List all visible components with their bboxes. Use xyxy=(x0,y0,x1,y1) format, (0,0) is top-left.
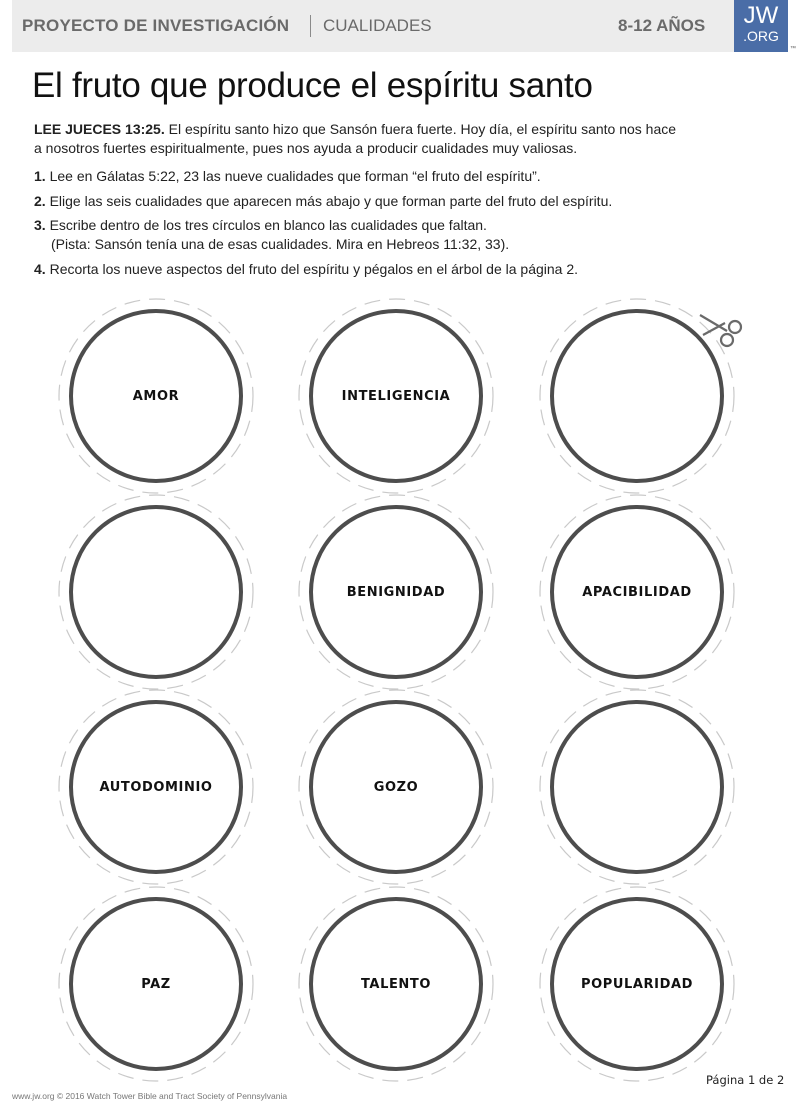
quality-circle xyxy=(540,887,734,1081)
footer-copyright: www.jw.org © 2016 Watch Tower Bible and Tract Society of Pennsylvania xyxy=(12,1091,288,1101)
quality-circle xyxy=(59,690,253,884)
quality-circle xyxy=(299,299,493,493)
quality-label: POPULARIDAD xyxy=(580,977,694,992)
quality-label: INTELIGENCIA xyxy=(341,389,451,404)
intro-lead: LEE JUECES 13:25. xyxy=(34,121,165,137)
quality-circle xyxy=(299,887,493,1081)
intro-text: El espíritu santo hizo que Sansón fuera fuerte. Hoy día, el espíritu santo nos hace a nosotros fuertes espiritualmente, pues nos ayuda a producir cualidades muy valiosas. xyxy=(34,121,677,156)
step-hint: (Pista: Sansón tenía una de esas cualidades. Mira en Hebreos 11:32, 33). xyxy=(51,236,510,252)
step-number: 4. xyxy=(34,261,46,277)
quality-label: BENIGNIDAD xyxy=(346,585,446,600)
step-number: 3. xyxy=(34,217,46,233)
quality-circle xyxy=(299,495,493,689)
quality-label: AUTODOMINIO xyxy=(99,780,213,795)
page-number: Página 1 de 2 xyxy=(706,1073,785,1087)
step-number: 1. xyxy=(34,168,46,184)
quality-circle xyxy=(540,495,734,689)
blank-quality-circle xyxy=(59,495,253,689)
quality-label: PAZ xyxy=(141,977,171,992)
logo-trademark: ™ xyxy=(790,46,796,52)
circle-ring xyxy=(71,507,241,677)
header-age-label: 8-12 AÑOS xyxy=(618,16,706,35)
page-title: El fruto que produce el espíritu santo xyxy=(32,66,593,105)
quality-label: APACIBILIDAD xyxy=(582,585,692,600)
header-category-label: CUALIDADES xyxy=(323,16,432,35)
logo-jw-text: JW xyxy=(743,2,779,29)
quality-label: TALENTO xyxy=(360,977,432,992)
quality-circle xyxy=(59,299,253,493)
step-text: Escribe dentro de los tres círculos en blanco las cualidades que faltan. xyxy=(45,217,487,233)
step-text: Lee en Gálatas 5:22, 23 las nueve cualidades que forman “el fruto del espíritu”. xyxy=(45,168,541,184)
step-number: 2. xyxy=(34,193,46,209)
quality-label: GOZO xyxy=(373,780,419,795)
step-text: Elige las seis cualidades que aparecen más abajo y que forman parte del fruto del espíritu. xyxy=(45,193,613,209)
header-project-label: PROYECTO DE INVESTIGACIÓN xyxy=(22,16,290,35)
logo-org-text: .ORG xyxy=(743,28,779,44)
quality-circle xyxy=(59,887,253,1081)
blank-quality-circle xyxy=(540,690,734,884)
quality-label: AMOR xyxy=(132,389,180,404)
step-text: Recorta los nueve aspectos del fruto del espíritu y pégalos en el árbol de la página 2. xyxy=(45,261,579,277)
scissors-icon xyxy=(697,309,747,351)
circle-ring xyxy=(552,702,722,872)
quality-circle xyxy=(299,690,493,884)
